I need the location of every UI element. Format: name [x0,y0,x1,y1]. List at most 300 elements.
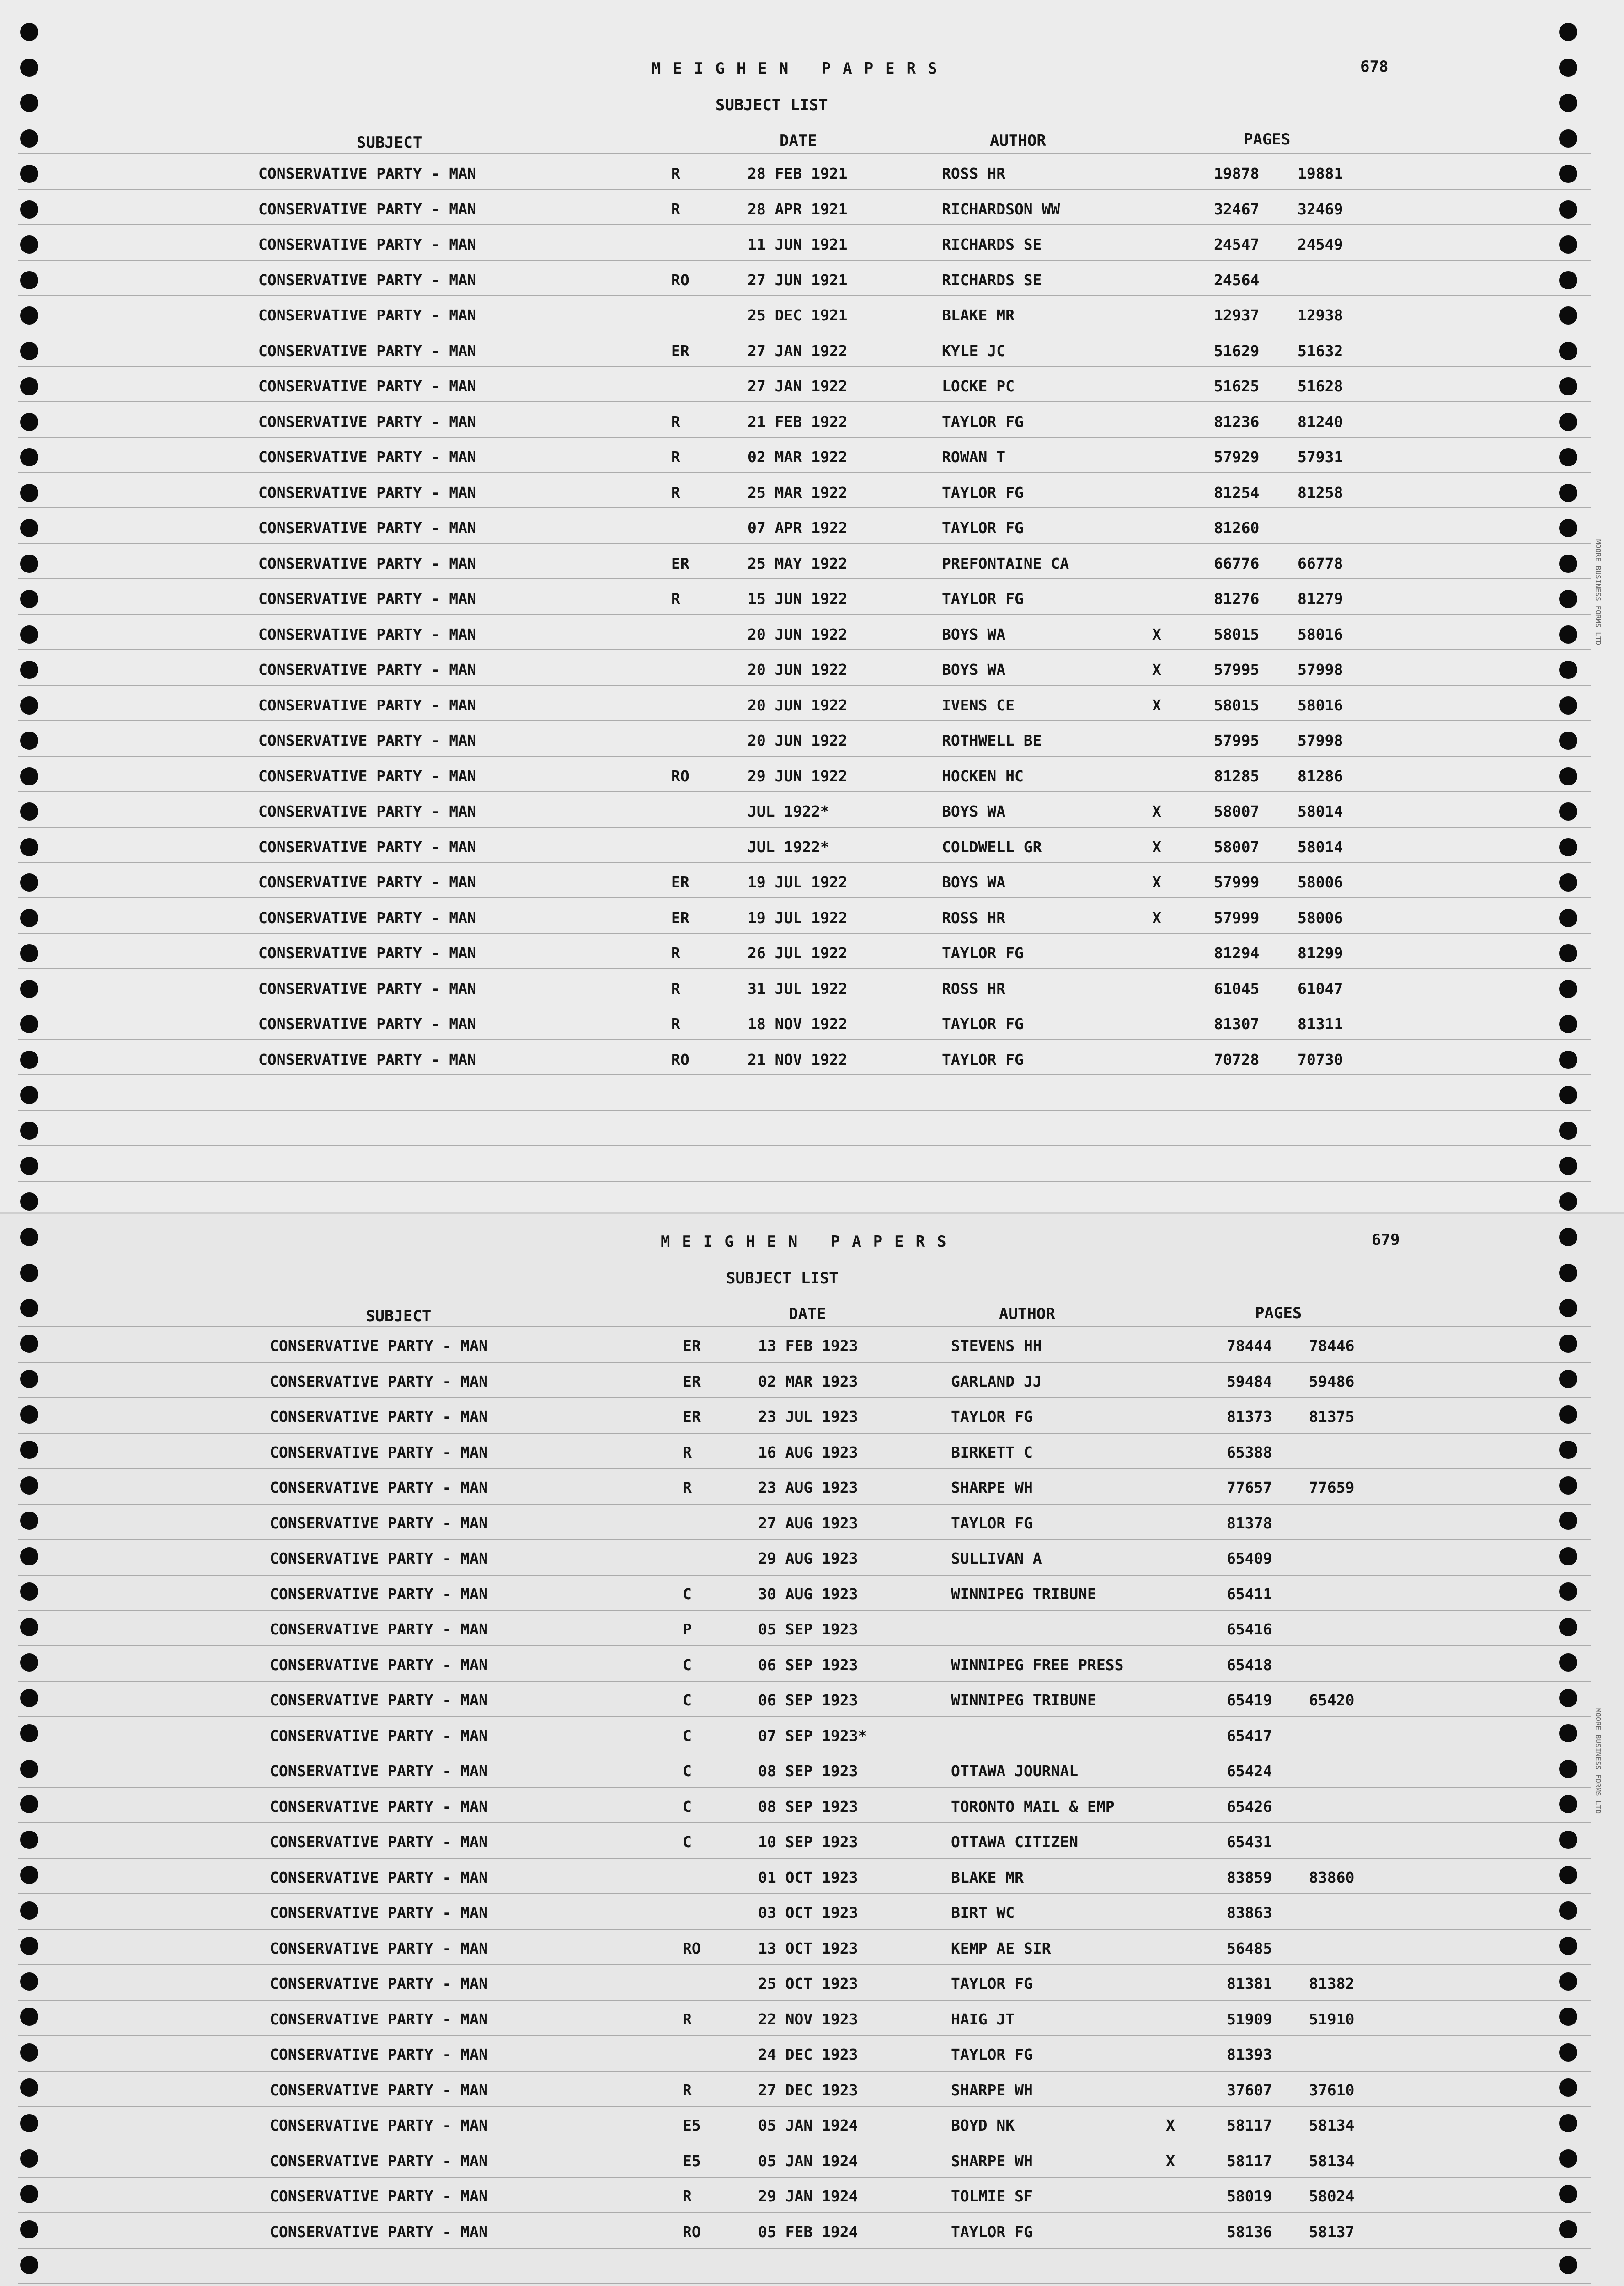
tractor-feed-hole [20,94,38,112]
cell-page-start: 58007 [1214,838,1260,856]
ruled-line [18,968,1591,969]
ruled-line [18,189,1591,190]
header-pages: PAGES [1244,130,1291,149]
cell-code: C [683,1727,692,1745]
tractor-feed-hole [20,1937,38,1955]
tractor-feed-hole [20,1370,38,1388]
cell-author: SHARPE WH [951,2081,1033,2099]
tractor-feed-hole [1559,802,1577,821]
cell-code: RO [671,767,689,785]
ruled-line [18,295,1591,296]
tractor-feed-hole [1559,1618,1577,1636]
cell-page-end: 81299 [1298,944,1343,962]
cell-code: R [671,944,680,962]
cell-page-end: 58016 [1298,696,1343,714]
table-row [0,1479,1624,1514]
tractor-feed-hole [1559,129,1577,148]
cell-page-end: 81286 [1298,767,1343,785]
cell-author: GARLAND JJ [951,1373,1042,1390]
cell-code: C [683,1762,692,1780]
tractor-feed-hole [1559,94,1577,112]
cell-page-end: 61047 [1298,980,1343,998]
header-pages: PAGES [1255,1304,1302,1322]
ruled-line [18,578,1591,579]
tractor-feed-hole [20,165,38,183]
tractor-feed-hole [1559,980,1577,998]
cell-page-end: 81240 [1298,413,1343,431]
tractor-feed-hole [20,448,38,466]
cell-mark: X [1166,2116,1175,2134]
cell-date: 24 DEC 1923 [758,2046,858,2063]
cell-author: TAYLOR FG [942,484,1024,502]
ruled-line [18,1362,1591,1363]
ruled-line [18,1397,1591,1398]
cell-code: C [683,1585,692,1603]
cell-date: 21 NOV 1922 [748,1051,848,1068]
cell-page-start: 81260 [1214,519,1260,537]
cell-subject: CONSERVATIVE PARTY - MAN [270,1585,488,1603]
cell-date: 08 SEP 1923 [758,1762,858,1780]
tractor-feed-hole [20,200,38,219]
cell-code: ER [671,873,689,891]
tractor-feed-hole [20,484,38,502]
cell-page-start: 65431 [1227,1833,1272,1851]
cell-page-start: 65409 [1227,1549,1272,1567]
ruled-line [18,1964,1591,1965]
tractor-feed-hole [20,23,38,41]
tractor-feed-hole [1559,767,1577,785]
tractor-feed-hole [1559,661,1577,679]
tractor-feed-hole [1559,1370,1577,1388]
table-row [0,590,1624,625]
table-row [0,413,1624,449]
cell-subject: CONSERVATIVE PARTY - MAN [270,1975,488,1992]
cell-page-start: 81236 [1214,413,1260,431]
cell-author: WINNIPEG TRIBUNE [951,1585,1096,1603]
cell-page-start: 81276 [1214,590,1260,608]
table-row [0,732,1624,767]
tractor-feed-hole [1559,1547,1577,1565]
cell-page-end: 58006 [1298,873,1343,891]
cell-subject: CONSERVATIVE PARTY - MAN [258,590,476,608]
cell-code: R [671,1015,680,1033]
cell-subject: CONSERVATIVE PARTY - MAN [258,980,476,998]
table-row [0,2046,1624,2081]
cell-page-start: 65419 [1227,1691,1272,1709]
tractor-feed-hole [1559,2008,1577,2026]
tractor-feed-hole [1559,2078,1577,2097]
tractor-feed-hole [20,1264,38,1282]
tractor-feed-hole [20,1335,38,1353]
cell-code: R [683,2187,692,2205]
cell-page-end: 58014 [1298,802,1343,820]
tractor-feed-hole [1559,165,1577,183]
cell-page-start: 58015 [1214,696,1260,714]
cell-code: C [683,1691,692,1709]
cell-page-end: 83860 [1309,1869,1355,1886]
cell-page-end: 58134 [1309,2152,1355,2170]
cell-author: WINNIPEG TRIBUNE [951,1691,1096,1709]
tractor-feed-hole [1559,1760,1577,1778]
cell-page-end: 58024 [1309,2187,1355,2205]
cell-date: 16 AUG 1923 [758,1443,858,1461]
tractor-feed-hole [1559,873,1577,892]
cell-date: 05 SEP 1923 [758,1620,858,1638]
cell-date: JUL 1922* [748,802,829,820]
table-row [0,2010,1624,2046]
tractor-feed-hole [20,1760,38,1778]
header-author: AUTHOR [990,132,1046,150]
cell-author: TAYLOR FG [951,1514,1033,1532]
tractor-feed-hole [20,732,38,750]
tractor-feed-hole [1559,555,1577,573]
cell-mark: X [1152,661,1161,678]
ruled-line [18,1145,1591,1146]
ruled-line [18,1610,1591,1611]
cell-page-start: 57999 [1214,873,1260,891]
tractor-feed-hole [20,1724,38,1742]
cell-author: TAYLOR FG [942,1051,1024,1068]
cell-author: TAYLOR FG [951,1408,1033,1426]
cell-code: ER [671,555,689,572]
tractor-feed-hole [20,909,38,927]
cell-code: ER [671,342,689,360]
tractor-feed-hole [1559,838,1577,856]
tractor-feed-hole [20,2043,38,2062]
cell-author: SULLIVAN A [951,1549,1042,1567]
cell-subject: CONSERVATIVE PARTY - MAN [258,767,476,785]
tractor-feed-hole [1559,59,1577,77]
cell-date: 25 DEC 1921 [748,306,848,324]
tractor-feed-hole [20,767,38,785]
list-title: SUBJECT LIST [716,96,828,114]
cell-page-start: 65388 [1227,1443,1272,1461]
cell-page-start: 81373 [1227,1408,1272,1426]
cell-subject: CONSERVATIVE PARTY - MAN [258,944,476,962]
ruled-line [18,614,1591,615]
tractor-feed-hole [1559,1441,1577,1459]
cell-author: BOYS WA [942,661,1006,678]
cell-page-start: 81378 [1227,1514,1272,1532]
cell-author: BLAKE MR [951,1869,1024,1886]
cell-subject: CONSERVATIVE PARTY - MAN [258,732,476,749]
cell-author: HOCKEN HC [942,767,1024,785]
cell-author: TORONTO MAIL & EMP [951,1798,1115,1816]
cell-code: C [683,1833,692,1851]
cell-date: 29 AUG 1923 [758,1549,858,1567]
tractor-feed-hole [20,1512,38,1530]
ruled-line [18,153,1591,154]
tractor-feed-hole [1559,306,1577,325]
cell-code: R [671,200,680,218]
tractor-feed-hole [20,1901,38,1920]
cell-author: KYLE JC [942,342,1006,360]
tractor-feed-hole [1559,625,1577,644]
cell-page-start: 37607 [1227,2081,1272,2099]
tractor-feed-hole [20,129,38,148]
cell-page-start: 57929 [1214,448,1260,466]
table-row [0,2081,1624,2117]
cell-code: C [683,1798,692,1816]
cell-page-end: 37610 [1309,2081,1355,2099]
tractor-feed-hole [1559,2114,1577,2132]
table-row [0,2223,1624,2259]
tractor-feed-hole [1559,2149,1577,2168]
cell-page-start: 58117 [1227,2116,1272,2134]
tractor-feed-hole [1559,1405,1577,1424]
cell-mark: X [1152,625,1161,643]
cell-subject: CONSERVATIVE PARTY - MAN [270,2187,488,2205]
cell-author: RICHARDS SE [942,235,1042,253]
cell-subject: CONSERVATIVE PARTY - MAN [258,200,476,218]
ruled-line [18,507,1591,508]
tractor-feed-hole [1559,1086,1577,1104]
tractor-feed-hole [1559,342,1577,360]
cell-page-end: 65420 [1309,1691,1355,1709]
cell-page-end: 66778 [1298,555,1343,572]
cell-page-end: 81311 [1298,1015,1343,1033]
table-row [0,271,1624,307]
table-row [0,555,1624,590]
cell-code: R [683,1479,692,1496]
tractor-feed-hole [20,661,38,679]
cell-code: R [671,413,680,431]
cell-author: ROSS HR [942,980,1006,998]
cell-subject: CONSERVATIVE PARTY - MAN [270,1833,488,1851]
ruled-line [18,1575,1591,1576]
cell-page-start: 81307 [1214,1015,1260,1033]
cell-page-end: 59486 [1309,1373,1355,1390]
tractor-feed-hole [1559,1157,1577,1175]
cell-subject: CONSERVATIVE PARTY - MAN [258,1051,476,1068]
ruled-line [18,472,1591,473]
table-row [0,484,1624,519]
cell-date: 27 JUN 1921 [748,271,848,289]
cell-page-end: 32469 [1298,200,1343,218]
table-row [0,838,1624,874]
cell-subject: CONSERVATIVE PARTY - MAN [258,802,476,820]
tractor-feed-hole [20,802,38,821]
header-date: DATE [780,132,817,150]
cell-subject: CONSERVATIVE PARTY - MAN [270,1620,488,1638]
tractor-feed-hole [20,1405,38,1424]
ruled-line [18,224,1591,225]
cell-page-start: 51909 [1227,2010,1272,2028]
tractor-feed-hole [1559,909,1577,927]
table-row [0,1015,1624,1051]
cell-subject: CONSERVATIVE PARTY - MAN [270,2046,488,2063]
ruled-line [18,1822,1591,1823]
tractor-feed-hole [1559,1228,1577,1246]
cell-author: ROSS HR [942,165,1006,182]
table-row [0,342,1624,378]
ruled-line [18,401,1591,402]
cell-author: ROWAN T [942,448,1006,466]
cell-page-end: 51910 [1309,2010,1355,2028]
tractor-feed-hole [1559,1972,1577,1991]
cell-author: OTTAWA JOURNAL [951,1762,1079,1780]
tractor-feed-hole [20,2220,38,2238]
cell-page-start: 58007 [1214,802,1260,820]
ruled-line [18,1074,1591,1075]
cell-date: 13 FEB 1923 [758,1337,858,1355]
table-row [0,200,1624,236]
tractor-feed-hole [20,519,38,537]
table-row [0,661,1624,696]
cell-page-start: 81285 [1214,767,1260,785]
cell-subject: CONSERVATIVE PARTY - MAN [270,1479,488,1496]
tractor-feed-hole [1559,2043,1577,2062]
ruled-line [18,543,1591,544]
tractor-feed-hole [20,1051,38,1069]
cell-page-start: 78444 [1227,1337,1272,1355]
cell-author: RICHARDSON WW [942,200,1060,218]
cell-subject: CONSERVATIVE PARTY - MAN [258,448,476,466]
ruled-line [18,756,1591,757]
cell-subject: CONSERVATIVE PARTY - MAN [258,1015,476,1033]
table-row [0,1727,1624,1763]
ruled-line [18,685,1591,686]
cell-date: 05 FEB 1924 [758,2223,858,2241]
cell-date: 18 NOV 1922 [748,1015,848,1033]
cell-page-start: 81254 [1214,484,1260,502]
table-row [0,980,1624,1015]
cell-code: R [671,484,680,502]
cell-page-start: 24564 [1214,271,1260,289]
cell-code: RO [683,1939,701,1957]
cell-page-end: 58137 [1309,2223,1355,2241]
ruled-line [18,1858,1591,1859]
cell-page-start: 56485 [1227,1939,1272,1957]
cell-author: BLAKE MR [942,306,1015,324]
cell-author: BOYS WA [942,802,1006,820]
tractor-feed-hole [1559,1866,1577,1884]
tractor-feed-hole [1559,1051,1577,1069]
cell-page-end: 19881 [1298,165,1343,182]
cell-date: 20 JUN 1922 [748,661,848,678]
cell-page-start: 61045 [1214,980,1260,998]
table-row [0,802,1624,838]
cell-date: 25 MAR 1922 [748,484,848,502]
table-row [0,306,1624,342]
cell-code: RO [671,271,689,289]
cell-author: BOYD NK [951,2116,1015,2134]
ruled-line [18,2212,1591,2213]
cell-page-end: 81382 [1309,1975,1355,1992]
table-row [0,767,1624,803]
header-author: AUTHOR [999,1305,1055,1323]
cell-author: SHARPE WH [951,1479,1033,1496]
table-row [0,909,1624,945]
tractor-feed-hole [20,1831,38,1849]
cell-author: SHARPE WH [951,2152,1033,2170]
tractor-feed-hole [20,873,38,892]
cell-mark: X [1152,838,1161,856]
table-row [0,1585,1624,1621]
table-row [0,1051,1624,1086]
cell-page-end: 58014 [1298,838,1343,856]
list-title: SUBJECT LIST [726,1269,839,1287]
cell-subject: CONSERVATIVE PARTY - MAN [270,1337,488,1355]
cell-code: RO [671,1051,689,1068]
cell-page-end: 81375 [1309,1408,1355,1426]
header-date: DATE [789,1305,826,1323]
cell-subject: CONSERVATIVE PARTY - MAN [270,1549,488,1567]
ruled-line [18,1181,1591,1182]
table-row [0,1443,1624,1479]
table-row [0,165,1624,200]
tractor-feed-hole [20,306,38,325]
cell-author: BOYS WA [942,873,1006,891]
ruled-line [18,720,1591,721]
edge-imprint: MOORE BUSINESS FORMS LTD [1594,1708,1603,1814]
cell-author: ROTHWELL BE [942,732,1042,749]
cell-subject: CONSERVATIVE PARTY - MAN [258,873,476,891]
cell-code: P [683,1620,692,1638]
cell-author: RICHARDS SE [942,271,1042,289]
cell-date: 05 JAN 1924 [758,2152,858,2170]
cell-author: TAYLOR FG [942,413,1024,431]
cell-date: 05 JAN 1924 [758,2116,858,2134]
ruled-line [18,2000,1591,2001]
cell-page-start: 57999 [1214,909,1260,927]
table-row [0,1975,1624,2010]
cell-page-start: 81294 [1214,944,1260,962]
tractor-feed-hole [20,2114,38,2132]
tractor-feed-hole [1559,235,1577,254]
cell-page-start: 65416 [1227,1620,1272,1638]
cell-author: TAYLOR FG [951,2223,1033,2241]
cell-author: TAYLOR FG [951,1975,1033,1992]
cell-date: JUL 1922* [748,838,829,856]
table-row [0,873,1624,909]
tractor-feed-hole [20,1689,38,1707]
tractor-feed-hole [1559,1831,1577,1849]
tractor-feed-hole [1559,1582,1577,1601]
cell-date: 15 JUN 1922 [748,590,848,608]
table-row [0,1798,1624,1833]
tractor-feed-hole [1559,2256,1577,2274]
cell-date: 23 AUG 1923 [758,1479,858,1496]
cell-author: KEMP AE SIR [951,1939,1051,1957]
cell-date: 11 JUN 1921 [748,235,848,253]
cell-subject: CONSERVATIVE PARTY - MAN [258,306,476,324]
tractor-feed-hole [1559,271,1577,289]
cell-author: COLDWELL GR [942,838,1042,856]
cell-page-start: 51629 [1214,342,1260,360]
cell-code: R [671,980,680,998]
table-row [0,696,1624,732]
cell-page-start: 58019 [1227,2187,1272,2205]
ruled-line [18,791,1591,792]
table-row [0,1337,1624,1373]
cell-page-start: 83863 [1227,1904,1272,1922]
tractor-feed-hole [20,1157,38,1175]
cell-subject: CONSERVATIVE PARTY - MAN [258,377,476,395]
table-row [0,448,1624,484]
page-title: MEIGHEN PAPERS [661,1233,958,1251]
cell-page-start: 81393 [1227,2046,1272,2063]
cell-author: OTTAWA CITIZEN [951,1833,1079,1851]
cell-code: ER [683,1408,701,1426]
cell-subject: CONSERVATIVE PARTY - MAN [270,1939,488,1957]
tractor-feed-hole [1559,2220,1577,2238]
header-subject: SUBJECT [366,1307,432,1325]
cell-subject: CONSERVATIVE PARTY - MAN [270,2152,488,2170]
tractor-feed-hole [20,838,38,856]
tractor-feed-hole [1559,1689,1577,1707]
tractor-feed-hole [20,2185,38,2203]
